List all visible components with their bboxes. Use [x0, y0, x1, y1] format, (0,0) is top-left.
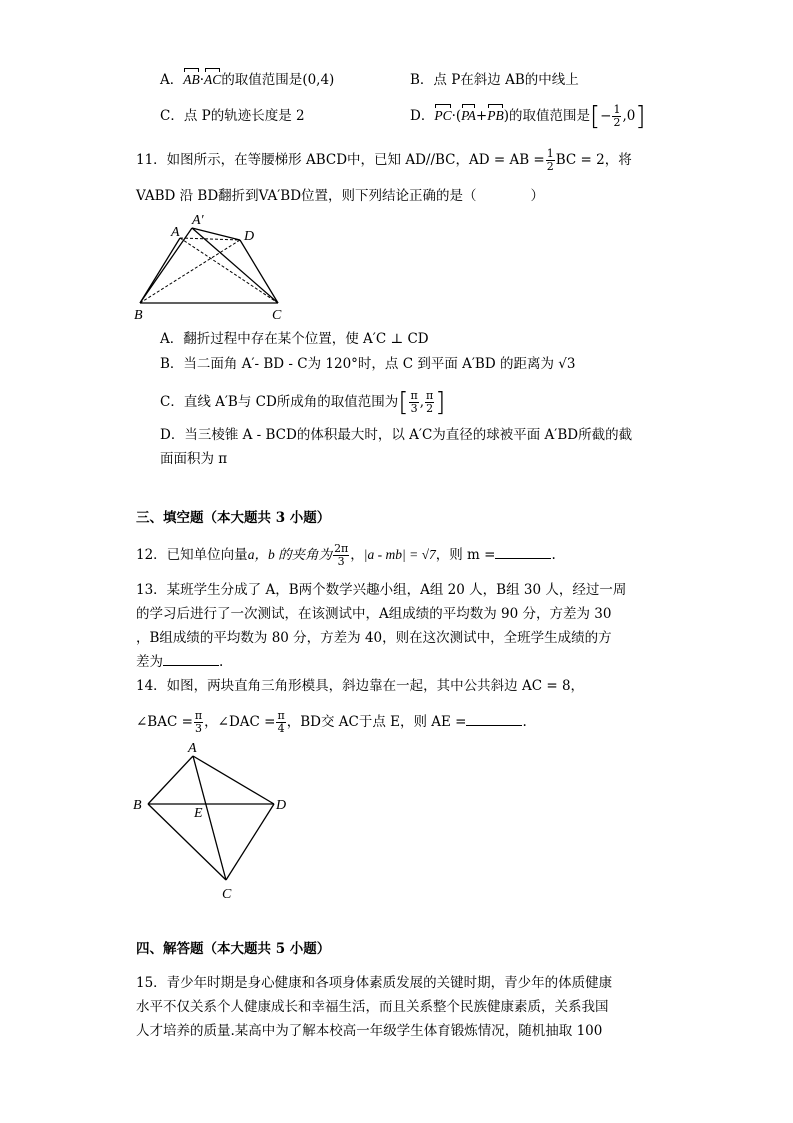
q14-quadrilateral-figure — [128, 740, 298, 905]
q11-option-b: B．当二面角 A′- BD - C为 120°时，点 C 到平面 A′BD 的距离为 √3 — [160, 356, 576, 372]
option-text: 的取值范围是 — [221, 72, 303, 88]
option-label: A． — [160, 72, 184, 88]
vector-pb: PB — [487, 106, 504, 126]
label-b: B — [133, 798, 142, 813]
vector-pa: PA — [461, 106, 476, 126]
comma: ， — [350, 547, 364, 563]
q14-text: ，BD交 AC于点 E，则 AE = — [286, 714, 467, 730]
bracket-open: [ — [590, 101, 601, 132]
q11-line-2: VABD 沿 BD翻折到VA′BD位置，则下列结论正确的是（ ） — [136, 188, 545, 204]
answer-blank — [466, 713, 522, 726]
dot-operator: · — [199, 72, 205, 88]
label-a-prime: A′ — [192, 213, 204, 228]
numerator: π — [277, 709, 285, 722]
q13-text: 差为 — [136, 654, 163, 670]
label-c: C — [272, 308, 282, 323]
period: . — [219, 654, 224, 670]
edge-dc — [240, 240, 278, 303]
q10-option-b: B．点 P在斜边 AB的中线上 — [410, 72, 579, 88]
denominator: 2 — [546, 160, 554, 173]
option-text: 的取值范围是 — [509, 108, 591, 124]
q15-line-2: 水平不仅关系个人健康成长和幸福生活，而且关系整个民族健康素质，关系我国 — [136, 999, 609, 1015]
q13-line-1: 13．某班学生分成了 A，B两个数学兴趣小组，A组 20 人，B组 30 人，经过一周 — [136, 582, 627, 598]
edge-ab — [148, 756, 193, 804]
abs-expression: |a - mb| = √7 — [363, 547, 436, 562]
q13-line-3: ，B组成绩的平均数为 80 分，方差为 40，则在这次测试中，全班学生成绩的方 — [136, 630, 612, 646]
edge-ac — [180, 238, 278, 303]
numerator: 1 — [546, 147, 554, 160]
q10-option-c: C．点 P的轨迹长度是 2 — [160, 108, 305, 124]
q11-text-a: 11．如图所示，在等腰梯形 ABCD中，已知 AD//BC，AD = AB = — [136, 152, 545, 168]
denominator: 2 — [613, 116, 621, 129]
paren-close: ) — [503, 108, 510, 124]
numerator: 2π — [334, 542, 349, 555]
denominator: 3 — [195, 722, 203, 735]
q11-option-a: A．翻折过程中存在某个位置，使 A′C ⊥ CD — [160, 331, 429, 347]
fraction-2 — [425, 390, 434, 415]
numerator: 1 — [613, 103, 621, 116]
range-zero: 0 — [626, 108, 636, 124]
denominator: 4 — [277, 722, 285, 735]
section-3-title: 三、填空题（本大题共 3 小题） — [136, 510, 331, 526]
label-e: E — [194, 806, 203, 821]
angle-bac: ∠BAC = — [136, 714, 193, 730]
q12-text-a: 12．已知单位向量 — [136, 547, 248, 563]
angle-dac: ，∠DAC = — [204, 714, 276, 730]
fraction-1 — [194, 710, 203, 735]
bracket-close: ] — [435, 387, 446, 418]
q12-text-e: ，则 m = — [435, 547, 496, 563]
q11-option-d-line-2: 面面积为 π — [160, 451, 228, 467]
paren-open: ·( — [451, 108, 462, 124]
range-value: (0,4) — [302, 72, 335, 88]
label-d: D — [276, 798, 287, 813]
edge-bd — [140, 240, 240, 303]
q11-trapezoid-figure — [130, 208, 300, 323]
vector-b-text: b 的夹角为 — [267, 547, 333, 562]
denominator: 2 — [426, 402, 434, 415]
q13-line-4 — [136, 652, 223, 672]
fraction — [612, 104, 621, 129]
label-a: A — [171, 225, 180, 240]
bracket-open: [ — [398, 387, 409, 418]
vector-ab: AB — [183, 70, 200, 90]
vector-pc: PC — [434, 106, 451, 126]
numerator: π — [426, 389, 434, 402]
fraction — [546, 148, 555, 173]
label-b: B — [134, 308, 143, 323]
edge-ad — [193, 756, 274, 804]
label-d: D — [244, 229, 255, 244]
fraction — [333, 543, 349, 568]
label-c: C — [222, 887, 232, 902]
q14-line-2 — [136, 710, 527, 735]
q11-line-1 — [136, 148, 632, 173]
vector-ac: AC — [204, 70, 221, 90]
fraction-1 — [409, 390, 418, 415]
numerator: π — [410, 389, 418, 402]
q15-line-3: 人才培养的质量.某高中为了解本校高一年级学生体育锻炼情况，随机抽取 100 — [136, 1023, 603, 1039]
vector-a: a， — [247, 547, 268, 562]
q10-option-d: D．PC·(PA+PB)的取值范围是[− $\frac{1}{2}$ ,0] — [410, 101, 646, 132]
q13-line-2: 的学习后进行了一次测试，在该测试中，A组成绩的平均数为 90 分，方差为 30 — [136, 606, 612, 622]
period: . — [551, 547, 556, 563]
q11-option-c: C．直线 A′B与 CD所成角的取值范围为[ $\frac{\pi}{3}$ , $\frac{\pi}{2}$ ] — [160, 387, 446, 418]
q15-line-1: 15．青少年时期是身心健康和各项身体素质发展的关键时期，青少年的体质健康 — [136, 975, 613, 991]
q12-line — [136, 543, 556, 568]
period: . — [522, 714, 527, 730]
section-4-title: 四、解答题（本大题共 5 小题） — [136, 941, 331, 957]
edge-apb — [140, 228, 192, 303]
q14-line-1: 14．如图，两块直角三角形模具，斜边靠在一起，其中公共斜边 AC = 8， — [136, 678, 585, 694]
bracket-close: ] — [635, 101, 646, 132]
edge-dc — [226, 804, 274, 880]
option-text: C．直线 A′B与 CD所成角的取值范围为 — [160, 394, 399, 410]
denominator: 3 — [410, 402, 418, 415]
label-a: A — [188, 741, 197, 756]
numerator: π — [194, 709, 203, 722]
option-label: D． — [410, 108, 435, 124]
plus-sign: + — [475, 108, 488, 124]
q11-text-b: BC = 2，将 — [555, 152, 632, 168]
q11-option-d-line-1: D．当三棱锥 A - BCD的体积最大时，以 A′C为直径的球被平面 A′BD所截的截 — [160, 427, 633, 443]
answer-blank — [163, 653, 219, 666]
fraction-2 — [276, 710, 285, 735]
answer-blank — [495, 546, 551, 559]
q10-option-a — [160, 70, 334, 90]
edge-bc — [148, 804, 226, 880]
denominator: 3 — [337, 555, 345, 568]
